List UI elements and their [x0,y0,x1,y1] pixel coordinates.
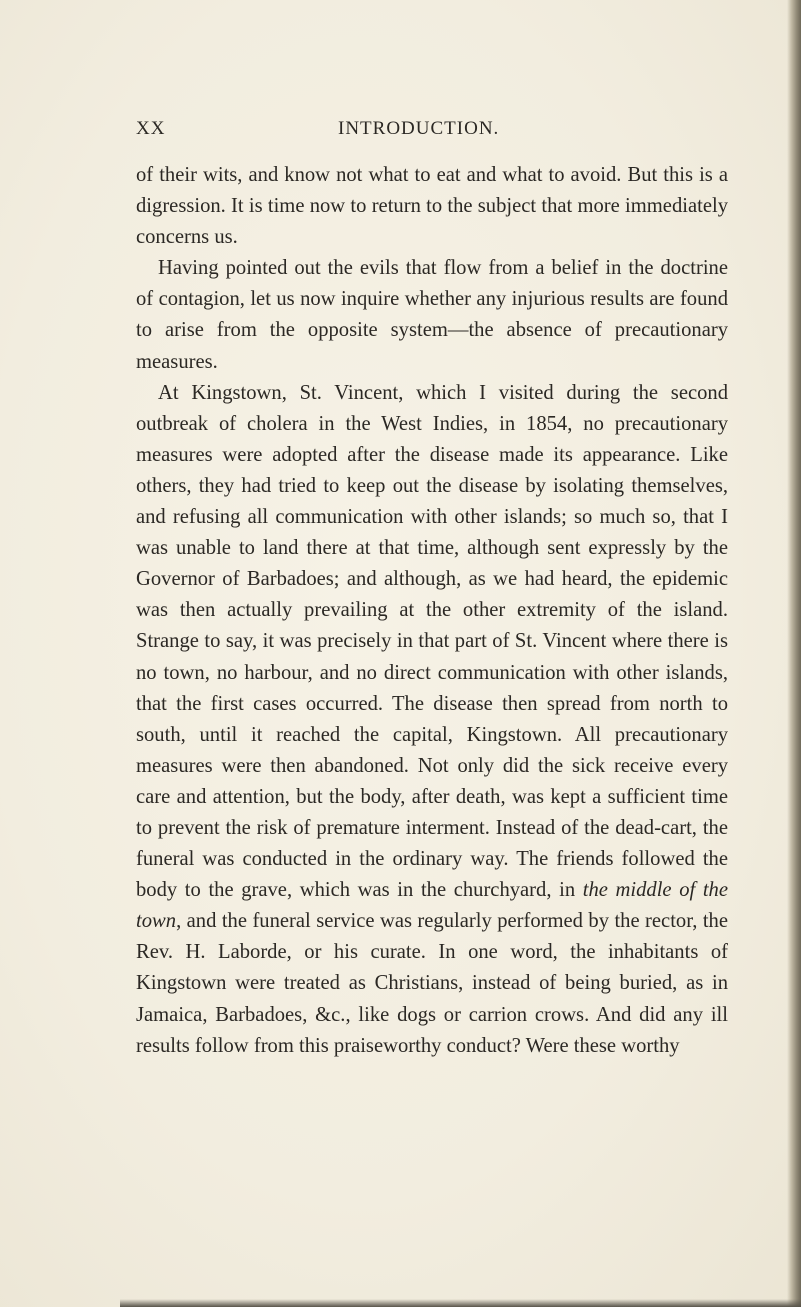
page-edge-shadow [787,0,801,1307]
paragraph-2: Having pointed out the evils that flow from a belief in the doctrine of contagion, let us now inquire whether any injurious results are found to arise from the opposite system—the absence of precautionary measures. [136,257,728,373]
paragraph-1: of their wits, and know not what to eat and what to avoid. But this is a digression. It is time now to return to the subject that more immediately concerns us. [136,164,728,249]
paragraph-3 [136,378,728,1062]
page-bottom-shadow [120,1299,801,1307]
paragraph-3-italic: the middle of the town [136,879,728,933]
paragraph-3-text-b: , and the funeral service was regularly performed by the rector, the Rev. H. Laborde, or his curate. In one word, the inhabitants of Kingstown were treated as Christians, instead of being buried, as in Jamaica, Barbadoes, &c., like dogs or carrion crows. And did any ill results follow from this praiseworthy conduct? Were these worthy [136,910,728,1057]
running-head: INTRODUCTION. [338,118,500,139]
page-header [136,118,726,144]
page-number: XX [136,118,166,139]
body-text [136,160,728,1062]
paragraph-3-text-a: At Kingstown, St. Vincent, which I visited during the second outbreak of cholera in the West Indies, in 1854, no precautionary measures were adopted after the disease made its appearance. Like others, they had tried to keep out the disease by isolating themselves, and refusing all communication with other islands; so much so, that I was unable to land there at that time, although sent expressly by the Governor of Barbadoes; and although, as we had heard, the epidemic was then actually prevailing at the other extremity of the island. Strange to say, it was precisely in that part of St. Vincent where there is no town, no harbour, and no direct communication with other islands, that the first cases occurred. The disease then spread from north to south, until it reached the capital, Kingstown. All precautionary measures were then abandoned. Not only did the sick receive every care and attention, but the body, after death, was kept a sufficient time to prevent the risk of premature interment. Instead of the dead-cart, the funeral was conducted in the ordinary way. The friends followed the body to the grave, which was in the churchyard, in [136,381,728,902]
